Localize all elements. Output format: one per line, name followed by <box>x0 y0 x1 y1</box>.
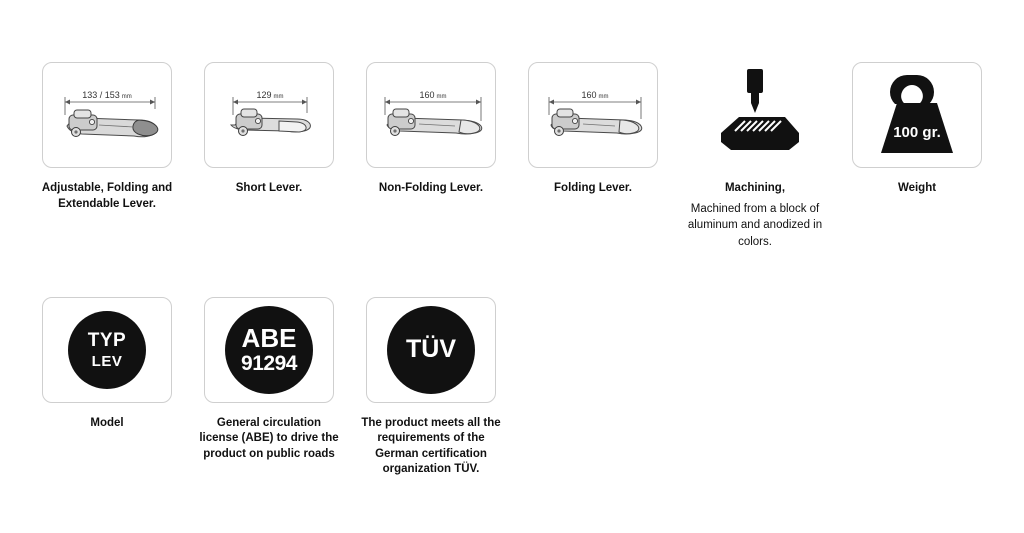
feature-cell-model <box>42 297 172 432</box>
abe-card <box>204 297 334 403</box>
lever-drawing <box>387 109 482 136</box>
lever-folding-icon <box>529 63 657 167</box>
feature-caption: General circulation license (ABE) to drive the product on public roads <box>199 416 339 460</box>
feature-cell-machining <box>687 62 823 251</box>
model-badge-line1: TYP <box>87 329 127 351</box>
feature-row-1 <box>42 62 1002 251</box>
feature-row-2 <box>42 297 1002 478</box>
feature-cell-adjustable-lever <box>42 62 172 212</box>
lever-short-card <box>204 62 334 168</box>
lever-short-icon <box>205 63 333 167</box>
tuv-badge-icon <box>387 306 475 394</box>
feature-cell-folding-lever <box>528 62 658 197</box>
model-badge-icon <box>68 311 146 389</box>
feature-cell-short-lever <box>204 62 334 197</box>
lever-adjustable-card <box>42 62 172 168</box>
lever-adjustable-icon <box>43 63 171 167</box>
feature-subcaption: Machined from a block of aluminum and anodized in colors. <box>687 202 823 248</box>
feature-caption: Folding Lever. <box>554 182 632 194</box>
dimension-label-1: 133 / 153 mm <box>82 90 132 100</box>
cnc-machining-icon <box>695 63 815 167</box>
feature-caption: Machining, <box>724 182 786 194</box>
feature-caption: Non-Folding Lever. <box>378 182 484 194</box>
lever-drawing <box>551 109 642 136</box>
machining-card <box>690 62 820 168</box>
feature-cell-tuv <box>361 297 501 478</box>
feature-cell-abe <box>199 297 339 463</box>
feature-caption: Weight <box>897 182 937 194</box>
feature-grid <box>42 62 1002 478</box>
tuv-badge-line1: TÜV <box>406 335 456 364</box>
weight-card <box>852 62 982 168</box>
weight-kettlebell-icon <box>862 65 972 165</box>
feature-cell-weight <box>852 62 982 197</box>
dimension-label-3: 160 mm <box>419 90 447 100</box>
feature-caption: Model <box>90 416 124 429</box>
lever-folding-card <box>528 62 658 168</box>
abe-badge-icon <box>225 306 313 394</box>
feature-cell-non-folding-lever <box>366 62 496 197</box>
model-card <box>42 297 172 403</box>
lever-non-folding-icon <box>367 63 495 167</box>
model-badge-line2: LEV <box>91 352 123 370</box>
dimension-label-2: 129 mm <box>256 90 284 100</box>
dimension-label-4: 160 mm <box>581 90 609 100</box>
weight-value-label: 100 gr. <box>893 124 941 141</box>
lever-non-folding-card <box>366 62 496 168</box>
feature-caption: Adjustable, Folding and Extendable Lever. <box>41 182 173 210</box>
lever-drawing <box>231 109 310 136</box>
abe-badge-line1: ABE <box>241 323 297 354</box>
tuv-card <box>366 297 496 403</box>
feature-caption: The product meets all the requirements of the German certification organization TÜV. <box>361 416 501 476</box>
feature-caption: Short Lever. <box>235 182 303 194</box>
lever-drawing <box>67 110 158 137</box>
abe-badge-line2: 91294 <box>241 352 297 376</box>
